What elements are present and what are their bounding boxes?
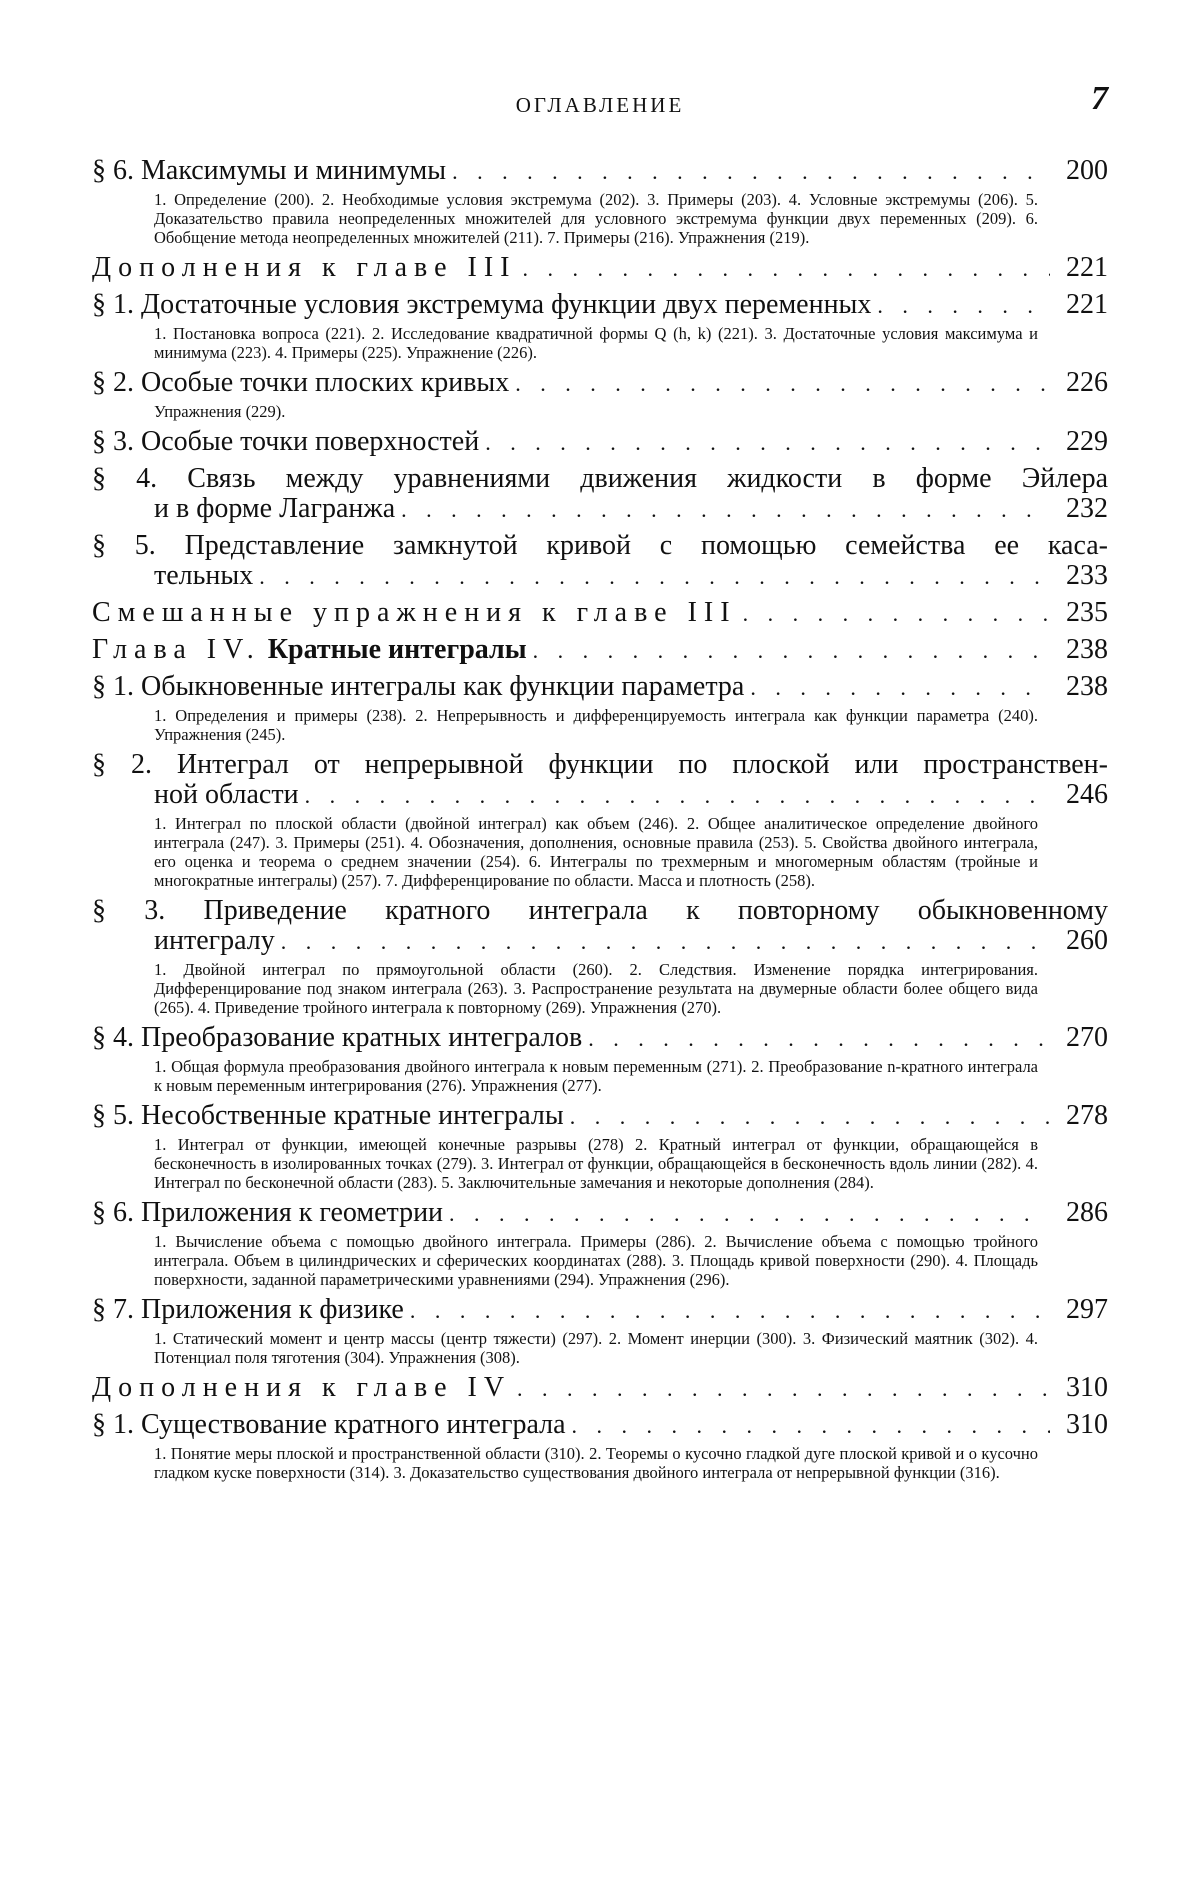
- toc-entry-title: Дополнения к главе III: [92, 252, 517, 283]
- toc-entry-title: Смешанные упражнения к главе III: [92, 597, 737, 628]
- leader-dots: [570, 1102, 1050, 1132]
- toc-entry[interactable]: [92, 368, 1108, 399]
- toc-entry[interactable]: [92, 672, 1108, 703]
- leader-dots: [515, 369, 1050, 399]
- chapter-title: Кратные интегралы: [267, 634, 527, 665]
- leader-dots: [588, 1024, 1050, 1054]
- toc-page-number: 238: [1066, 634, 1108, 665]
- table-of-contents: [92, 156, 1108, 1482]
- toc-entry-title: § 7. Приложения к физике: [92, 1294, 404, 1325]
- toc-entry-continuation: [92, 494, 1108, 525]
- toc-entry[interactable]: [92, 427, 1108, 458]
- toc-entry[interactable]: [92, 290, 1108, 321]
- toc-entry[interactable]: [92, 1410, 1108, 1441]
- toc-entry[interactable]: [92, 464, 1108, 525]
- leader-dots: [410, 1296, 1050, 1326]
- toc-entry-title: § 3. Приведение кратного интеграла к повторному обыкновенному: [92, 895, 1108, 926]
- running-title: ОГЛАВЛЕНИЕ: [515, 93, 685, 117]
- toc-entry-title: § 3. Особые точки поверхностей: [92, 426, 480, 457]
- toc-page-number: 238: [1066, 671, 1108, 702]
- toc-entry-title-cont: тельных: [154, 560, 254, 591]
- toc-subsections: 1. Понятие меры плоской и пространственной области (310). 2. Теоремы о кусочно гладкой дуге плоской кривой и о кусочно гладком куске поверхности (314). 3. Доказательство существования двойного интеграла от непрерывной функции (316).: [154, 1444, 1038, 1482]
- toc-supplement[interactable]: [92, 253, 1108, 284]
- leader-dots: [743, 599, 1050, 629]
- toc-entry[interactable]: [92, 1101, 1108, 1132]
- toc-page-number: 278: [1066, 1100, 1108, 1131]
- leader-dots: [533, 636, 1050, 666]
- toc-entry-title: § 4. Связь между уравнениями движения жидкости в форме Эйлера: [92, 463, 1108, 494]
- toc-subsections: Упражнения (229).: [154, 402, 286, 421]
- toc-entry-title: § 4. Преобразование кратных интегралов: [92, 1022, 583, 1053]
- leader-dots: [259, 562, 1050, 592]
- toc-entry[interactable]: [92, 750, 1108, 811]
- toc-entry-title: § 1. Достаточные условия экстремума функции двух переменных: [92, 289, 872, 320]
- toc-entry-title: § 5. Несобственные кратные интегралы: [92, 1100, 564, 1131]
- toc-subsections: 1. Определения и примеры (238). 2. Непрерывность и дифференцируемость интеграла как функции параметра (240). Упражнения (245).: [154, 706, 1038, 744]
- toc-chapter[interactable]: [92, 635, 1108, 666]
- toc-page-number: 232: [1066, 493, 1108, 524]
- toc-entry-title: Дополнения к главе IV: [92, 1372, 512, 1403]
- toc-subsections: 1. Общая формула преобразования двойного интеграла к новым переменным (271). 2. Преобразование n-кратного интеграла к новым переменным интегрирования (276). Упражнения (277).: [154, 1057, 1038, 1095]
- toc-page-number: 226: [1066, 367, 1108, 398]
- toc-entry-title: § 6. Приложения к геометрии: [92, 1197, 444, 1228]
- toc-entry-title-cont: интегралу: [154, 925, 275, 956]
- toc-entry[interactable]: [92, 531, 1108, 592]
- toc-supplement[interactable]: [92, 598, 1108, 629]
- toc-entry[interactable]: [92, 1198, 1108, 1229]
- toc-entry-continuation: [92, 561, 1108, 592]
- toc-subsections: 1. Определение (200). 2. Необходимые условия экстремума (202). 3. Примеры (203). 4. Условные экстремумы (206). 5. Доказательство правила неопределенных множителей для условного экстремума функции двух переменных (209). 6. Обобщение метода неопределенных множителей (211). 7. Примеры (216). Упражнения (219).: [154, 190, 1038, 247]
- toc-entry[interactable]: [92, 896, 1108, 957]
- toc-page-number: 310: [1066, 1372, 1108, 1403]
- toc-subsections: 1. Интеграл по плоской области (двойной интеграл) как объем (246). 2. Общее аналитическое определение двойного интеграла (247). 3. Примеры (251). 4. Обозначения, дополнения, основные правила (253). 5. Свойства двойного интеграла, его оценка и теорема о среднем значении (254). 6. Интегралы по трехмерным и многомерным областям (тройные и многократные интегралы) (257). 7. Дифференцирование по области. Масса и плотность (258).: [154, 814, 1038, 890]
- toc-subsections: 1. Двойной интеграл по прямоугольной области (260). 2. Следствия. Изменение порядка интегрирования. Дифференцирование под знаком интеграла (263). 3. Распространение результата на двумерные области более общего вида (265). 4. Приведение тройного интеграла к повторному (269). Упражнения (270).: [154, 960, 1038, 1017]
- toc-page-number: 310: [1066, 1409, 1108, 1440]
- leader-dots: [750, 673, 1050, 703]
- leader-dots: [305, 781, 1050, 811]
- toc-entry-title: § 2. Особые точки плоских кривых: [92, 367, 510, 398]
- leader-dots: [401, 495, 1050, 525]
- leader-dots: [452, 157, 1050, 187]
- toc-page-number: 235: [1066, 597, 1108, 628]
- toc-page-number: 200: [1066, 155, 1108, 186]
- toc-page-number: 233: [1066, 560, 1108, 591]
- toc-entry-title: § 2. Интеграл от непрерывной функции по плоской или пространствен-: [92, 749, 1108, 780]
- toc-page-number: 246: [1066, 779, 1108, 810]
- leader-dots: [522, 254, 1050, 284]
- toc-page-number: 270: [1066, 1022, 1108, 1053]
- leader-dots: [877, 291, 1050, 321]
- toc-page-number: 286: [1066, 1197, 1108, 1228]
- page-header: [92, 0, 1108, 150]
- leader-dots: [485, 428, 1050, 458]
- toc-entry-title: § 6. Максимумы и минимумы: [92, 155, 447, 186]
- leader-dots: [281, 927, 1050, 957]
- toc-subsections: 1. Вычисление объема с помощью двойного интеграла. Примеры (286). 2. Вычисление объема с помощью тройного интеграла. Объем в цилиндрических и сферических координатах (288). 3. Площадь кривой поверхности (290). 4. Площадь поверхности, заданной параметрическими уравнениями (294). Упражнения (296).: [154, 1232, 1038, 1289]
- toc-entry-continuation: [92, 780, 1108, 811]
- toc-entry-title: § 1. Обыкновенные интегралы как функции параметра: [92, 671, 745, 702]
- toc-page-number: 229: [1066, 426, 1108, 457]
- toc-page-number: 221: [1066, 252, 1108, 283]
- toc-entry[interactable]: [92, 1023, 1108, 1054]
- leader-dots: [517, 1374, 1050, 1404]
- toc-page-number: 260: [1066, 925, 1108, 956]
- toc-entry-title-cont: и в форме Лагранжа: [154, 493, 396, 524]
- toc-page-number: 297: [1066, 1294, 1108, 1325]
- toc-entry-title: § 1. Существование кратного интеграла: [92, 1409, 566, 1440]
- chapter-prefix: Глава IV.: [92, 634, 261, 665]
- toc-supplement[interactable]: [92, 1373, 1108, 1404]
- toc-subsections: 1. Постановка вопроса (221). 2. Исследование квадратичной формы Q (h, k) (221). 3. Достаточные условия максимума и минимума (223). 4. Примеры (225). Упражнение (226).: [154, 324, 1038, 362]
- toc-entry-continuation: [92, 926, 1108, 957]
- toc-entry[interactable]: [92, 1295, 1108, 1326]
- leader-dots: [572, 1411, 1050, 1441]
- toc-entry-title-cont: ной области: [154, 779, 299, 810]
- page-number: 7: [1091, 80, 1108, 117]
- toc-entry-title: [92, 635, 533, 665]
- toc-subsections: 1. Статический момент и центр массы (центр тяжести) (297). 2. Момент инерции (300). 3. Физический маятник (302). 4. Потенциал поля тяготения (304). Упражнения (308).: [154, 1329, 1038, 1367]
- toc-page-number: 221: [1066, 289, 1108, 320]
- toc-subsections: 1. Интеграл от функции, имеющей конечные разрывы (278) 2. Кратный интеграл от функции, обращающейся в бесконечность в изолированных точках (279). 3. Интеграл от функции, обращающейся в бесконечность вдоль линии (282). 4. Интеграл по бесконечной области (283). 5. Заключительные замечания и некоторые дополнения (284).: [154, 1135, 1038, 1192]
- toc-entry[interactable]: [92, 156, 1108, 187]
- toc-entry-title: § 5. Представление замкнутой кривой с помощью семейства ее каса-: [92, 530, 1108, 561]
- leader-dots: [449, 1199, 1050, 1229]
